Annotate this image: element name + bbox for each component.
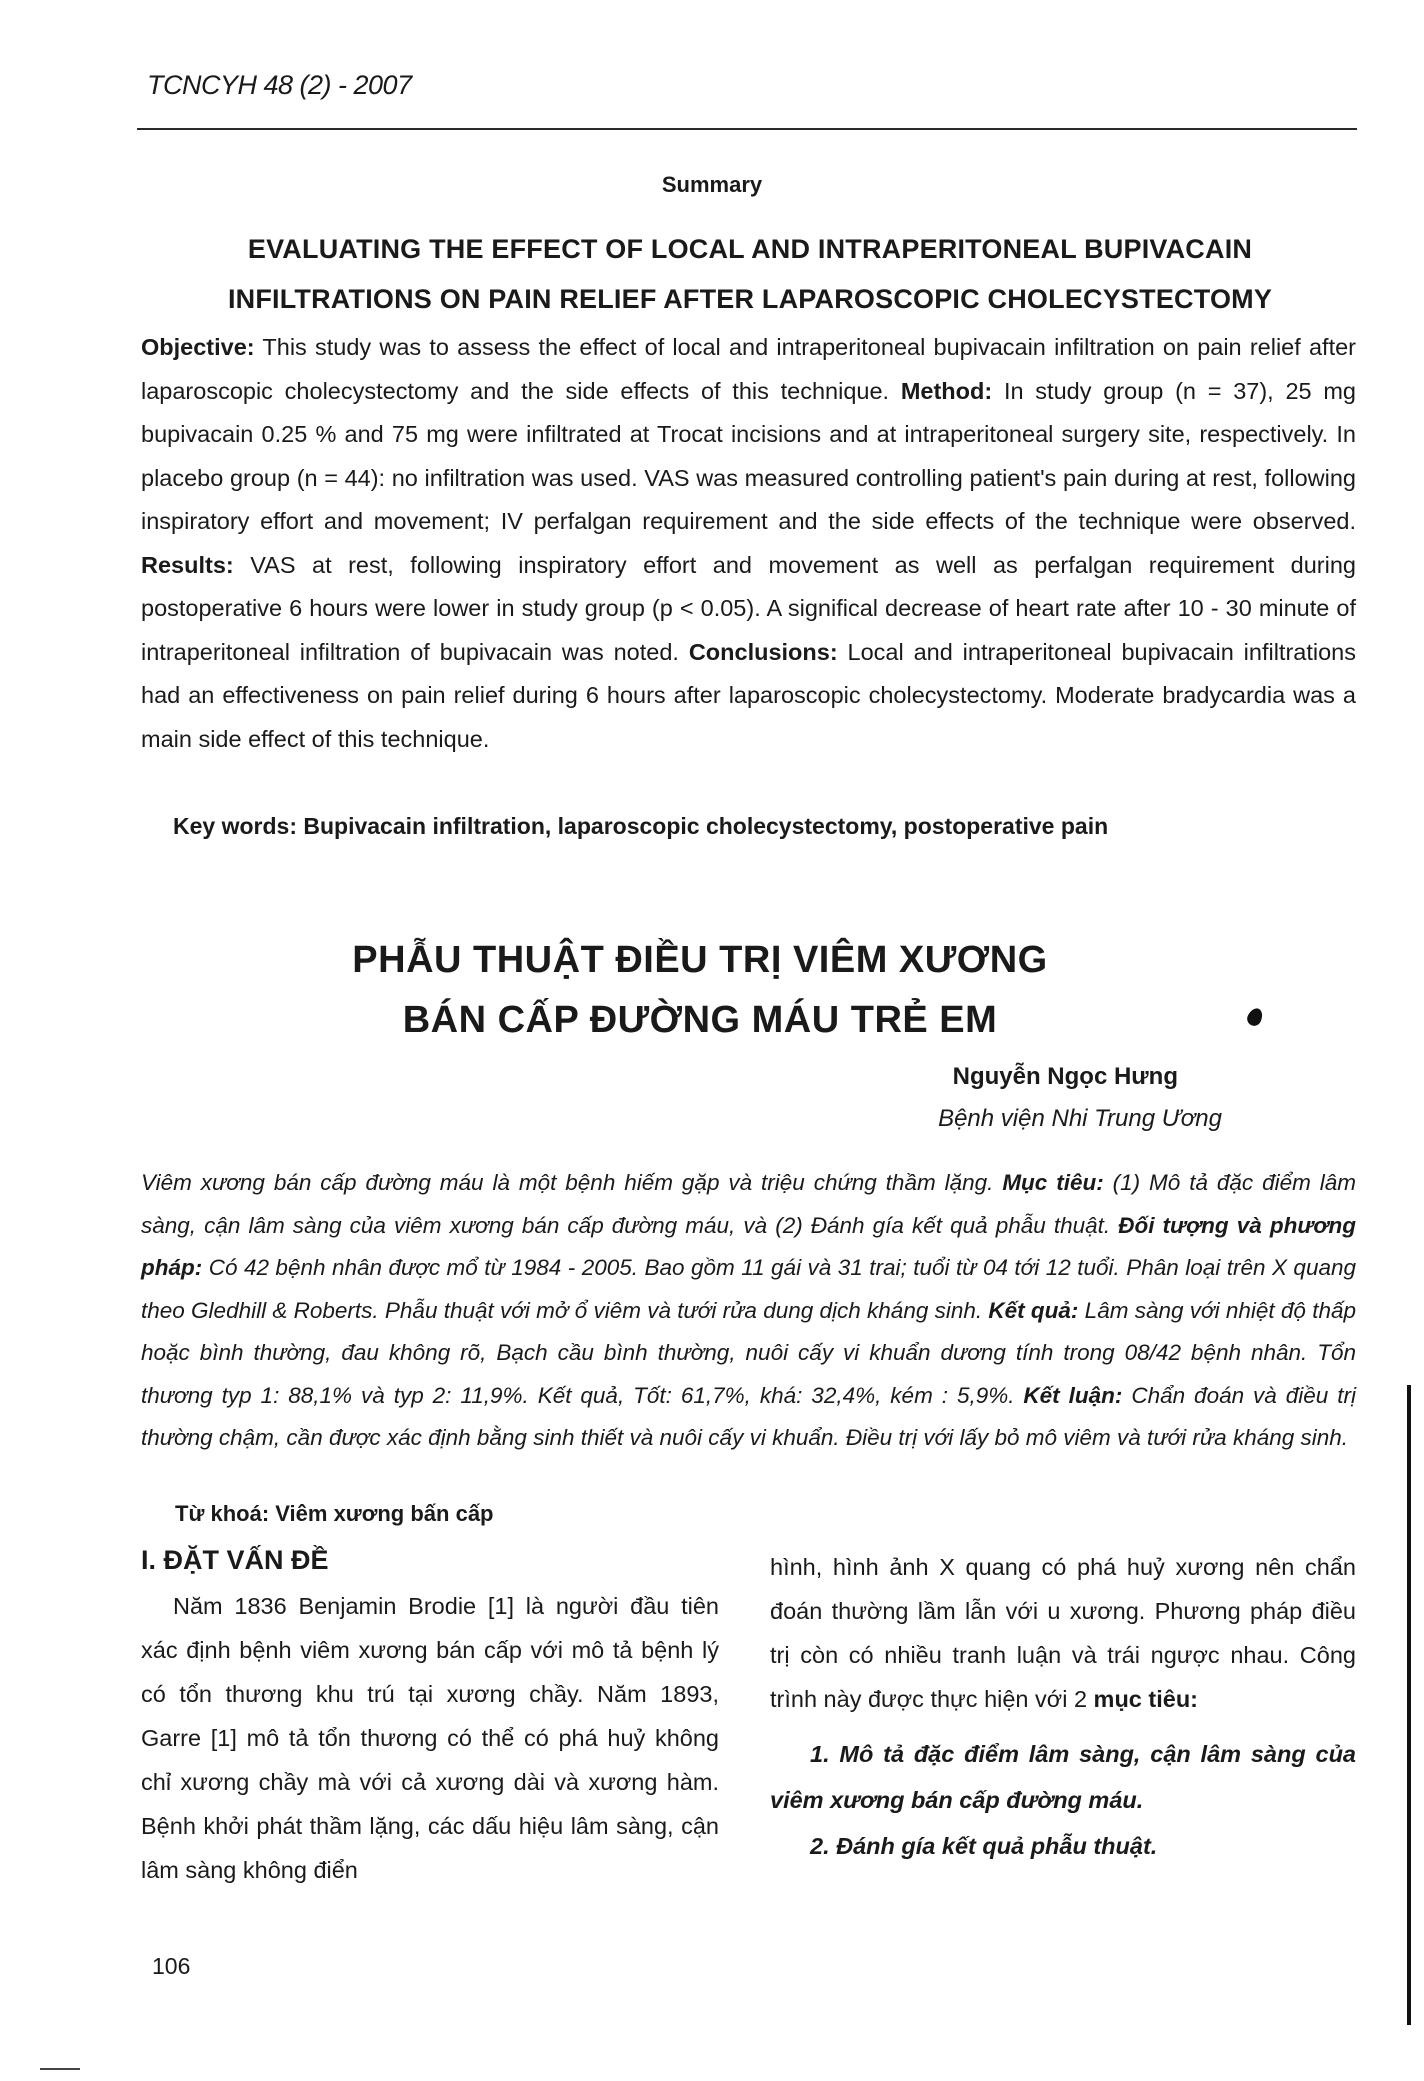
section-paragraph-left: Năm 1836 Benjamin Brodie [1] là người đầu tiên xác định bệnh viêm xương bán cấp với mô tả bệnh lý có tổn thương khu trú tại xương chầy. Năm 1893, Garre [1] mô tả tổn thương có thể có phá huỷ không chỉ xương chầy mà với cả xương dài và xương hàm. Bệnh khởi phát thầm lặng, các dấu hiệu lâm sàng, cận lâm sàng không điển	[141, 1593, 719, 1883]
article-title-line-2: BÁN CẤP ĐƯỜNG MÁU TRẺ EM	[402, 999, 998, 1041]
conclusions-label: Conclusions:	[688, 638, 838, 665]
vn-results-text: Lâm sàng với nhiệt độ thấp hoặc bình thường, đau không rõ, Bạch cầu bình thường, nuôi cấy vi khuẩn dương tính trong 08/42 bệnh nhân. Tổn thương typ 1: 88,1% và typ 2: 11,9%. Kết quả, Tốt: 61,7%, khá: 32,4%, kém : 5,9%.	[141, 1297, 1357, 1408]
scan-edge-bar	[1407, 1385, 1411, 2025]
abstract-intro: Viêm xương bán cấp đường máu là một bệnh hiếm gặp và triệu chứng thầm lặng.	[141, 1170, 1003, 1195]
author-affiliation: Bệnh viện Nhi Trung Ương	[938, 1105, 1222, 1132]
results-text: VAS at rest, following inspiratory effort and movement as well as perfalgan requirement during postoperative 6 hours were lower in study group (p < 0.05). A significal decrease of heart rate after 10 - 30 minute of intraperitoneal infiltration of bupivacain was noted.	[141, 551, 1356, 665]
goal-2: 2. Đánh gía kết quả phẫu thuật.	[810, 1833, 1158, 1859]
results-label: Results:	[141, 551, 234, 578]
section-paragraph-right	[770, 1545, 1356, 1721]
vietnamese-abstract	[141, 1162, 1356, 1460]
subjects-label: Đối tượng và phương pháp:	[141, 1212, 1356, 1280]
right-paragraph-text: hình, hình ảnh X quang có phá huỷ xương nên chẩn đoán thường lầm lẫn với u xương. Phương pháp điều trị còn có nhiều tranh luận và trái ngược nhau. Công trình này được thực hiện với 2	[770, 1554, 1356, 1712]
scan-edge-mark	[40, 2068, 80, 2070]
journal-header: TCNCYH 48 (2) - 2007	[147, 70, 412, 100]
conclusion-text: Chẩn đoán và điều trị thường chậm, cần được xác định bằng sinh thiết và nuôi cấy vi khuẩn. Điều trị với lấy bỏ mô viêm và tưới rửa kháng sinh.	[141, 1382, 1356, 1450]
conclusion-label: Kết luận:	[1023, 1382, 1123, 1408]
page-number: 106	[152, 1953, 191, 1979]
header-rule	[137, 128, 1357, 130]
article-title	[200, 930, 1200, 1050]
aim-text: (1) Mô tả đặc điểm lâm sàng, cận lâm sàng của viêm xương bán cấp đường máu, và (2) Đánh gía kết quả phẫu thuật.	[141, 1170, 1356, 1238]
english-title	[150, 224, 1350, 324]
article-title-line-1: PHẪU THUẬT ĐIỀU TRỊ VIÊM XƯƠNG	[352, 939, 1048, 981]
english-abstract	[141, 326, 1356, 761]
left-column	[141, 1545, 719, 1892]
english-keywords: Key words: Bupivacain infiltration, laparoscopic cholecystectomy, postoperative pain	[173, 813, 1109, 839]
author-name: Nguyễn Ngọc Hưng	[952, 1063, 1178, 1090]
english-title-line-2: INFILTRATIONS ON PAIN RELIEF AFTER LAPAROSCOPIC CHOLECYSTECTOMY	[227, 284, 1273, 314]
right-column	[770, 1545, 1356, 1869]
summary-label: Summary	[661, 172, 763, 197]
decorative-dot-icon	[1245, 1006, 1265, 1028]
conclusions-text: Local and intraperitoneal bupivacain infiltrations had an effectiveness on pain relief during 6 hours after laparoscopic cholecystectomy. Moderate bradycardia was a main side effect of this technique.	[141, 638, 1357, 752]
section-heading: I. ĐẶT VẤN ĐỀ	[141, 1545, 329, 1575]
objective-text: This study was to assess the effect of local and intraperitoneal bupivacain infiltration on pain relief after laparoscopic cholecystectomy and the side effects of this technique.	[141, 334, 1356, 404]
method-label: Method:	[900, 377, 993, 404]
vn-results-label: Kết quả:	[988, 1297, 1079, 1323]
aim-label: Mục tiêu:	[1002, 1170, 1104, 1195]
goal-1: 1. Mô tả đặc điểm lâm sàng, cận lâm sàng của viêm xương bán cấp đường máu.	[770, 1741, 1356, 1813]
vietnamese-keywords: Từ khoá: Viêm xương bấn cấp	[175, 1501, 494, 1526]
subjects-text: Có 42 bệnh nhân được mổ từ 1984 - 2005. Bao gồm 11 gái và 31 trai; tuổi từ 04 tới 12 tuổi. Phân loại trên X quang theo Gledhill & Roberts. Phẫu thuật với mở ổ viêm và tưới rửa dung dịch kháng sinh.	[141, 1255, 1356, 1323]
method-text: In study group (n = 37), 25 mg bupivacain 0.25 % and 75 mg were infiltrated at Trocat incisions and at intraperitoneal surgery site, respectively. In placebo group (n = 44): no infiltration was used. VAS was measured controlling patient's pain during at rest, following inspiratory effort and movement; IV perfalgan requirement and the side effects of the technique were observed.	[141, 377, 1356, 534]
english-title-line-1: EVALUATING THE EFFECT OF LOCAL AND INTRAPERITONEAL BUPIVACAIN	[247, 234, 1253, 264]
objective-label: Objective:	[141, 334, 255, 360]
goals-label: mục tiêu:	[1093, 1686, 1199, 1712]
